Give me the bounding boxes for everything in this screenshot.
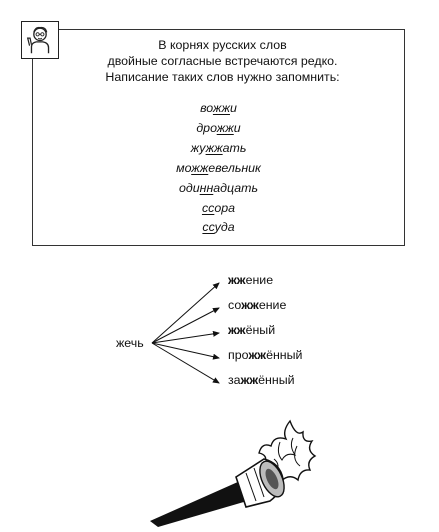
word-item: ссора bbox=[201, 200, 236, 215]
derived-word: сожжение bbox=[228, 298, 287, 312]
word-item: вожжи bbox=[200, 101, 237, 115]
torch-icon bbox=[140, 415, 340, 527]
word-item: ссуда bbox=[202, 220, 235, 235]
word-item: одиннадцать bbox=[179, 180, 258, 195]
root-word: жечь bbox=[116, 336, 144, 350]
word-item: жужжать bbox=[190, 140, 247, 155]
word-list bbox=[32, 99, 405, 238]
arrow bbox=[152, 343, 219, 358]
rule-text bbox=[40, 37, 405, 85]
word-item: можжевельник bbox=[176, 160, 261, 175]
derived-word: жжёный bbox=[228, 323, 276, 337]
word-item: дрожжи bbox=[196, 120, 241, 135]
arrow bbox=[152, 343, 219, 383]
rule-line: В корнях русских слов bbox=[158, 38, 287, 52]
derivation-arrows bbox=[0, 265, 439, 395]
derived-word: прожжённый bbox=[228, 348, 303, 362]
derived-word: жжение bbox=[228, 273, 274, 287]
rule-line: двойные согласные встречаются редко. bbox=[107, 54, 338, 68]
derived-word: зажжённый bbox=[228, 373, 295, 387]
derivation-diagram bbox=[0, 265, 439, 395]
rule-line: Написание таких слов нужно запомнить: bbox=[105, 70, 340, 84]
